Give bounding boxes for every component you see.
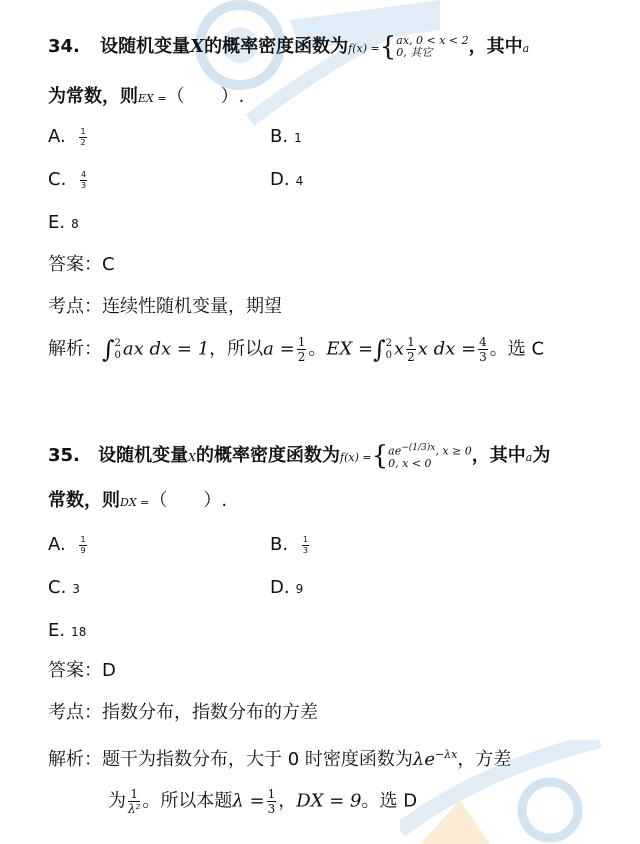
q34-option-a: A. $\frac{1}{2}$ [48,126,86,147]
q34-analysis: 解析：∫ 2 0 ax dx = 1，所以a = $\frac{1}{2}$ 。EX =∫ 2 0 x $\frac{1}{2}$ x dx = $\frac{4}{3}$ 。选 C [48,335,545,364]
q35-analysis-line2: 为 $\frac{1}{\text{λ²}}$ 。所以本题λ = $\frac{1}{3}$ ，DX = 9。选 D [108,787,418,816]
q35-option-b: B. $\frac{1}{3}$ [270,534,308,555]
q35-stem-line2: 常数，则DX =（ ）. [48,490,228,511]
q35-option-a: A. $\frac{1}{9}$ [48,534,86,555]
q34-option-d: D. 4 [270,169,304,190]
q34-stem-line2: 为常数，则EX =（ ）. [48,86,245,107]
q35-stem-line1: 35. 设随机变量X的概率密度函数为f(x) ={ $ae^{-(1/3)x}$, x ≥ 0 0, x < 0 ，其中a为 [48,440,551,471]
q34-number: 34. [48,36,80,57]
q34-option-b: B. 1 [270,126,302,147]
q34-stem-line1: 34. 设随机变量X的概率密度函数为f(x) ={ ax, 0 < x < 2 0, 其它 ，其中a [48,32,530,62]
q35-option-d: D. 9 [270,577,304,598]
q34-point: 考点：连续性随机变量，期望 [48,296,282,317]
q34-piecewise: ax, 0 < x < 2 0, 其它 [396,34,469,59]
q34-answer: 答案：C [48,254,115,275]
q35-option-c: C. 3 [48,577,80,598]
q35-point: 考点：指数分布，指数分布的方差 [48,702,318,723]
q34-option-c: C. $\frac{4}{3}$ [48,169,87,190]
q35-number: 35. [48,444,80,466]
q34-option-e: E. 8 [48,212,79,233]
q35-answer: 答案：D [48,660,116,681]
q35-piecewise: $ae^{-(1/3)x}$, x ≥ 0 0, x < 0 [388,443,472,470]
q35-option-e: E. 18 [48,620,87,641]
q35-analysis-line1: 解析：题干为指数分布，大于 0 时密度函数为$\lambda e^{-\lambda x}$，方差 [48,748,512,770]
